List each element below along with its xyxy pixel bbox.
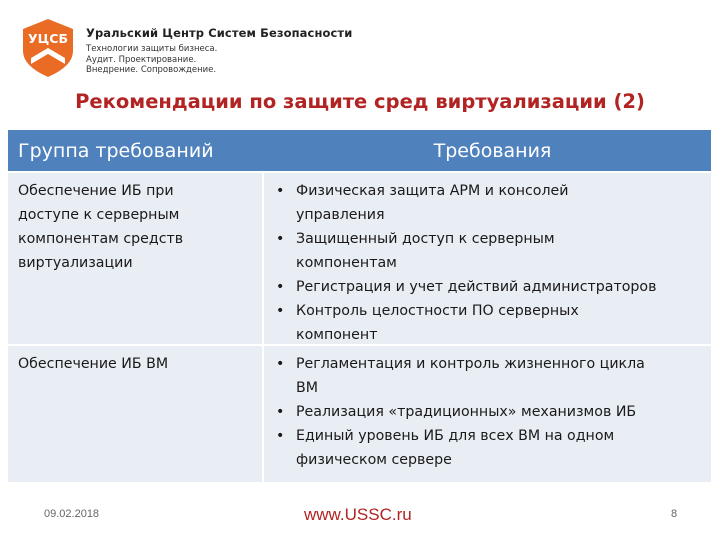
requirement-item [272,424,703,472]
requirement-line: управления [296,207,385,223]
company-name: Уральский Центр Систем Безопасности [86,26,353,40]
tagline-line: Внедрение. Сопровождение. [86,65,217,75]
group-cell [8,346,264,482]
requirements-list [272,352,703,472]
requirement-item [272,227,703,275]
column-header-group: Группа требований [18,139,214,162]
requirements-cell [264,346,711,482]
group-line: доступе к серверным [18,207,180,223]
requirement-line: • Контроль целостности ПО серверных [296,303,579,319]
group-line: виртуализации [18,255,133,271]
requirement-line: • Регламентация и контроль жизненного цикла [296,356,645,372]
logo-text: УЦСБ [28,31,68,46]
company-tagline [86,44,352,76]
footer-url-link[interactable]: www.USSC.ru [304,505,412,524]
requirements-list [272,179,703,347]
table-row [8,346,711,484]
group-line: Обеспечение ИБ при [18,183,174,199]
table-header [8,130,711,173]
group-line: компонентам средств [18,231,184,247]
requirement-item [272,400,703,424]
group-cell [8,173,264,344]
company-logo [22,18,74,78]
requirement-line: компонентам [296,255,397,271]
requirement-item [272,352,703,400]
requirement-line: компонент [296,327,378,343]
tagline-line: Аудит. Проектирование. [86,54,197,65]
requirement-line: • Реализация «традиционных» механизмов ИБ [296,404,637,420]
requirement-line: • Регистрация и учет действий администраторов [296,279,657,295]
requirement-line: • Защищенный доступ к серверным [296,231,555,247]
requirement-line: • Физическая защита АРМ и консолей [296,183,569,199]
requirement-line: • Единый уровень ИБ для всех ВМ на одном [296,428,615,444]
tagline-line: Технологии защиты бизнеса. [86,44,218,54]
footer-date: 09.02.2018 [44,508,100,520]
page-number: 8 [671,508,678,520]
requirement-line: ВМ [296,380,318,396]
table-row [8,173,711,346]
requirement-item [272,179,703,227]
requirement-item [272,275,703,299]
group-line: Обеспечение ИБ ВМ [18,356,169,372]
requirements-table [8,130,711,484]
requirement-line: физическом сервере [296,452,452,468]
company-block [86,26,352,76]
column-header-requirements: Требования [433,139,552,162]
page-title: Рекомендации по защите сред виртуализации (2) [75,90,645,113]
requirements-cell [264,173,711,344]
requirement-item [272,299,703,347]
